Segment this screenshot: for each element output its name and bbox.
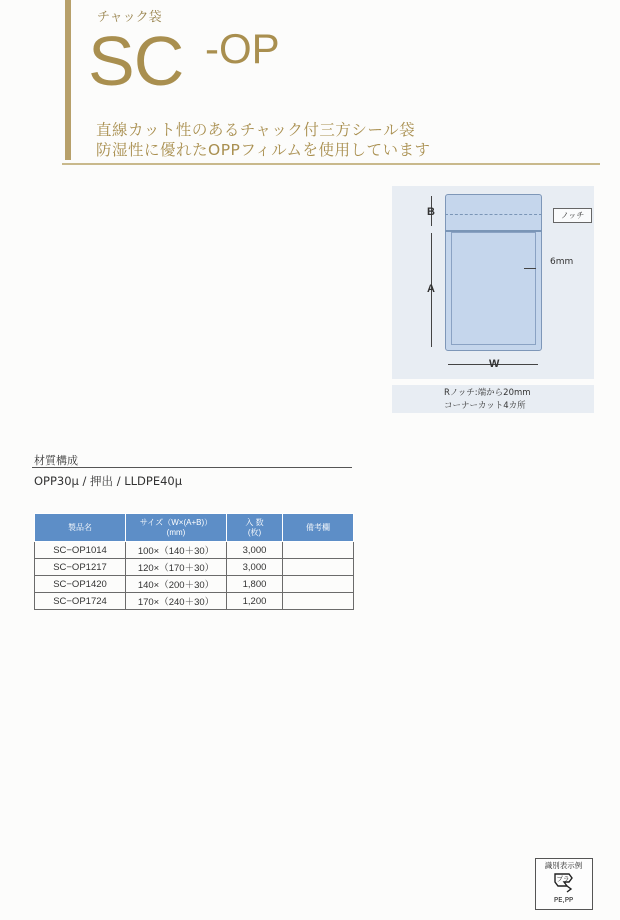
cell-product-name: SC−OP1420 [35,576,126,593]
material-composition: OPP30μ / 押出 / LLDPE40μ [34,474,183,488]
description-line-2: 防湿性に優れたOPPフィルムを使用しています [96,141,431,159]
cell-product-name: SC−OP1724 [35,593,126,610]
cell-size: 140×（200＋30） [126,576,227,593]
cell-size: 120×（170＋30） [126,559,227,576]
cell-product-name: SC−OP1217 [35,559,126,576]
description-line-1: 直線カット性のあるチャック付三方シール袋 [96,121,416,139]
cell-quantity: 3,000 [227,559,283,576]
recycle-mark-label: 識別表示例 [544,861,583,870]
zipper-line [445,230,542,232]
dimension-b-label: B [427,206,435,218]
table-row [35,542,354,559]
material-divider [32,467,352,468]
cell-quantity: 1,200 [227,593,283,610]
dimension-6mm-label: 6mm [550,257,574,267]
header-divider [62,163,600,165]
notch-callout: ノッチ [553,208,592,223]
cell-product-name: SC−OP1014 [35,542,126,559]
header-size: サイズ（W×(A+B)） (mm) [126,514,227,542]
table-row [35,593,354,610]
cell-remarks [283,593,354,610]
material-heading: 材質構成 [34,454,78,467]
dimension-a-label: A [427,283,435,295]
table-header-row [35,514,354,542]
diagram-caption-line-2: コーナーカット4カ所 [444,401,526,411]
dimension-w-label: W [489,358,500,370]
product-title: SC [88,22,184,100]
dimension-6mm-line [524,268,536,269]
diagram-caption-line-1: Rノッチ:端から20mm [444,388,531,398]
plastic-recycle-icon [550,870,576,894]
notch-line [445,214,542,215]
recycle-mark-symbol-text: プラ [556,875,570,883]
header-product-name: 製品名 [35,514,126,542]
header-remarks: 備考欄 [283,514,354,542]
bag-seal-outline [451,232,536,345]
product-category: チャック袋 [97,10,162,25]
product-table [34,513,354,610]
product-title-suffix: -OP [205,25,280,72]
cell-remarks [283,542,354,559]
header-accent-bar [65,0,71,160]
cell-quantity: 3,000 [227,542,283,559]
cell-remarks [283,576,354,593]
header-quantity: 入 数 (枚) [227,514,283,542]
cell-quantity: 1,800 [227,576,283,593]
cell-remarks [283,559,354,576]
recycle-mark-material: PE,PP [553,896,574,904]
table-row [35,559,354,576]
cell-size: 170×（240＋30） [126,593,227,610]
table-row [35,576,354,593]
cell-size: 100×（140＋30） [126,542,227,559]
